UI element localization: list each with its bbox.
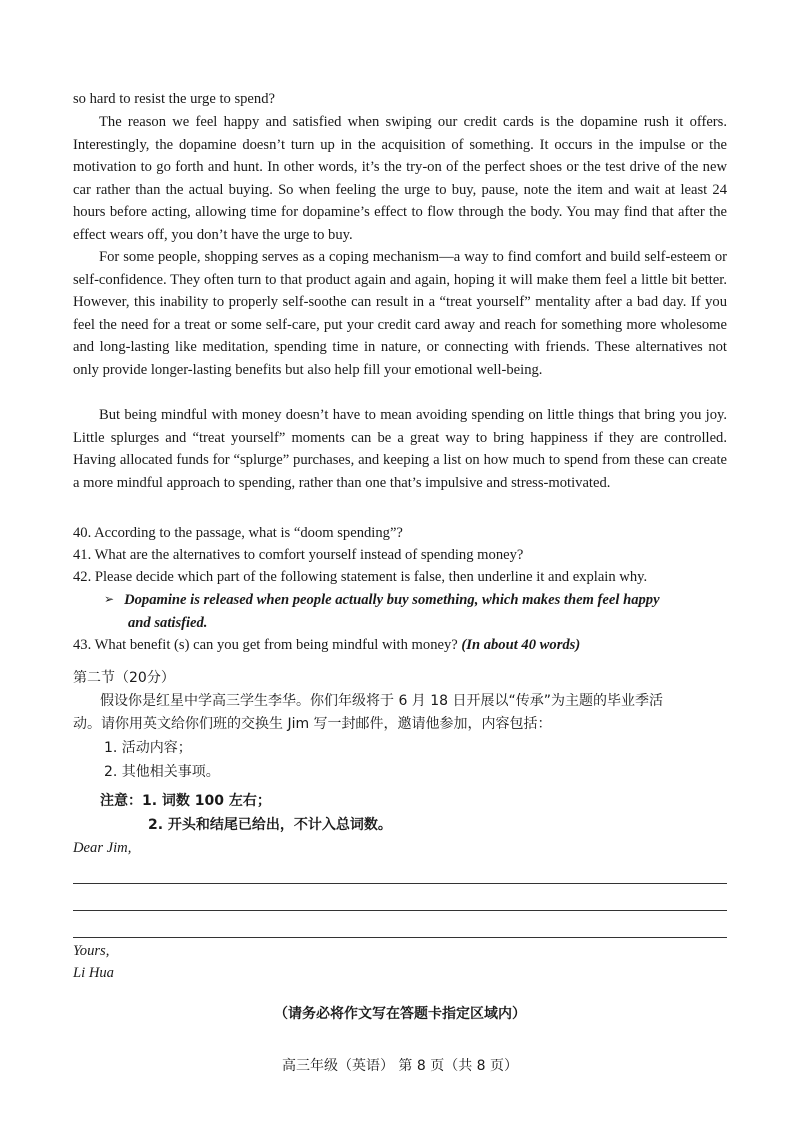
question-40: 40. According to the passage, what is “doom spending”? — [73, 525, 403, 541]
page-footer: 高三年级（英语） 第 8 页（共 8 页） — [281, 1058, 519, 1074]
content-item-1: 1. 活动内容； — [104, 740, 192, 756]
writing-line-2 — [73, 910, 727, 911]
passage-line-0: so hard to resist the urge to spend? — [73, 91, 275, 107]
writing-line-3 — [73, 937, 727, 938]
letter-closing: Yours, — [73, 943, 110, 959]
letter-salutation: Dear Jim, — [73, 840, 132, 856]
question-41: 41. What are the alternatives to comfort yourself instead of spending money? — [73, 547, 524, 563]
answer-sheet-instruction: （请务必将作文写在答题卡指定区域内） — [274, 1006, 526, 1022]
statement-line-2: and satisfied. — [128, 614, 208, 631]
passage-paragraph-2: For some people, shopping serves as a coping mechanism—a way to find comfort and build self-esteem or self-confidence. They often turn to that product again and again, hoping it will make them feel a little bit better. However, this inability to properly self-soothe can result in a “treat yourself” mentality after a bad day. If you feel the need for a treat or some self-care, put your credit card away and reach for something more wholesome and long-lasting like meditation, spending time in nature, or connecting with friends. These alternatives not only provide longer-lasting benefits but also help fill your emotional well-being. — [73, 249, 727, 378]
false-statement — [104, 588, 744, 634]
note-line-1: 注意：1. 词数 100 左右； — [100, 793, 271, 809]
question-43 — [73, 634, 753, 656]
content-item-2: 2. 其他相关事项。 — [104, 764, 220, 780]
section-2-heading: 第二节（20分） — [73, 670, 175, 686]
question-42: 42. Please decide which part of the following statement is false, then underline it and explain why. — [73, 569, 648, 585]
letter-signature: Li Hua — [73, 965, 114, 981]
writing-line-1 — [73, 883, 727, 884]
passage-paragraph-1: The reason we feel happy and satisfied when swiping our credit cards is the dopamine rush it offers. Interestingly, the dopamine doesn’t turn up in the acquisition of something. It occurs in the impulse or the motivation to go forth and hunt. In other words, it’s the try-on of the perfect shoes or the test drive of the new car rather than the actual buying. So when feeling the urge to buy, pause, note the item and wait at least 24 hours before acting, allowing time for dopamine’s effect to flow through the body. You may find that after the effect wears off, you don’t have the urge to buy. — [73, 114, 727, 243]
note-line-2: 2. 开头和结尾已给出，不计入总词数。 — [148, 817, 392, 833]
arrow-bullet-icon: ➢ — [104, 592, 115, 606]
question-43-word-hint: (In about 40 words) — [461, 637, 581, 653]
writing-prompt-line-2: 动。请你用英文给你们班的交换生 Jim 写一封邮件，邀请他参加，内容包括： — [73, 716, 552, 732]
statement-line-1: Dopamine is released when people actually buy something, which makes them feel happy — [124, 592, 660, 608]
passage-paragraph-3: But being mindful with money doesn’t have to mean avoiding spending on little things that bring you joy. Little splurges and “treat yourself” moments can be a great way to bring happiness if they are controlled. Having allocated funds for “splurge” purchases, and keeping a list on how much to spend from these can create a more mindful approach to spending, rather than one that’s impulsive and stress-motivated. — [73, 407, 727, 491]
writing-prompt-line-1: 假设你是红星中学高三学生李华。你们年级将于 6 月 18 日开展以“传承”为主题的毕业季活 — [100, 693, 664, 709]
question-43-text: 43. What benefit (s) can you get from being mindful with money? — [73, 637, 462, 653]
